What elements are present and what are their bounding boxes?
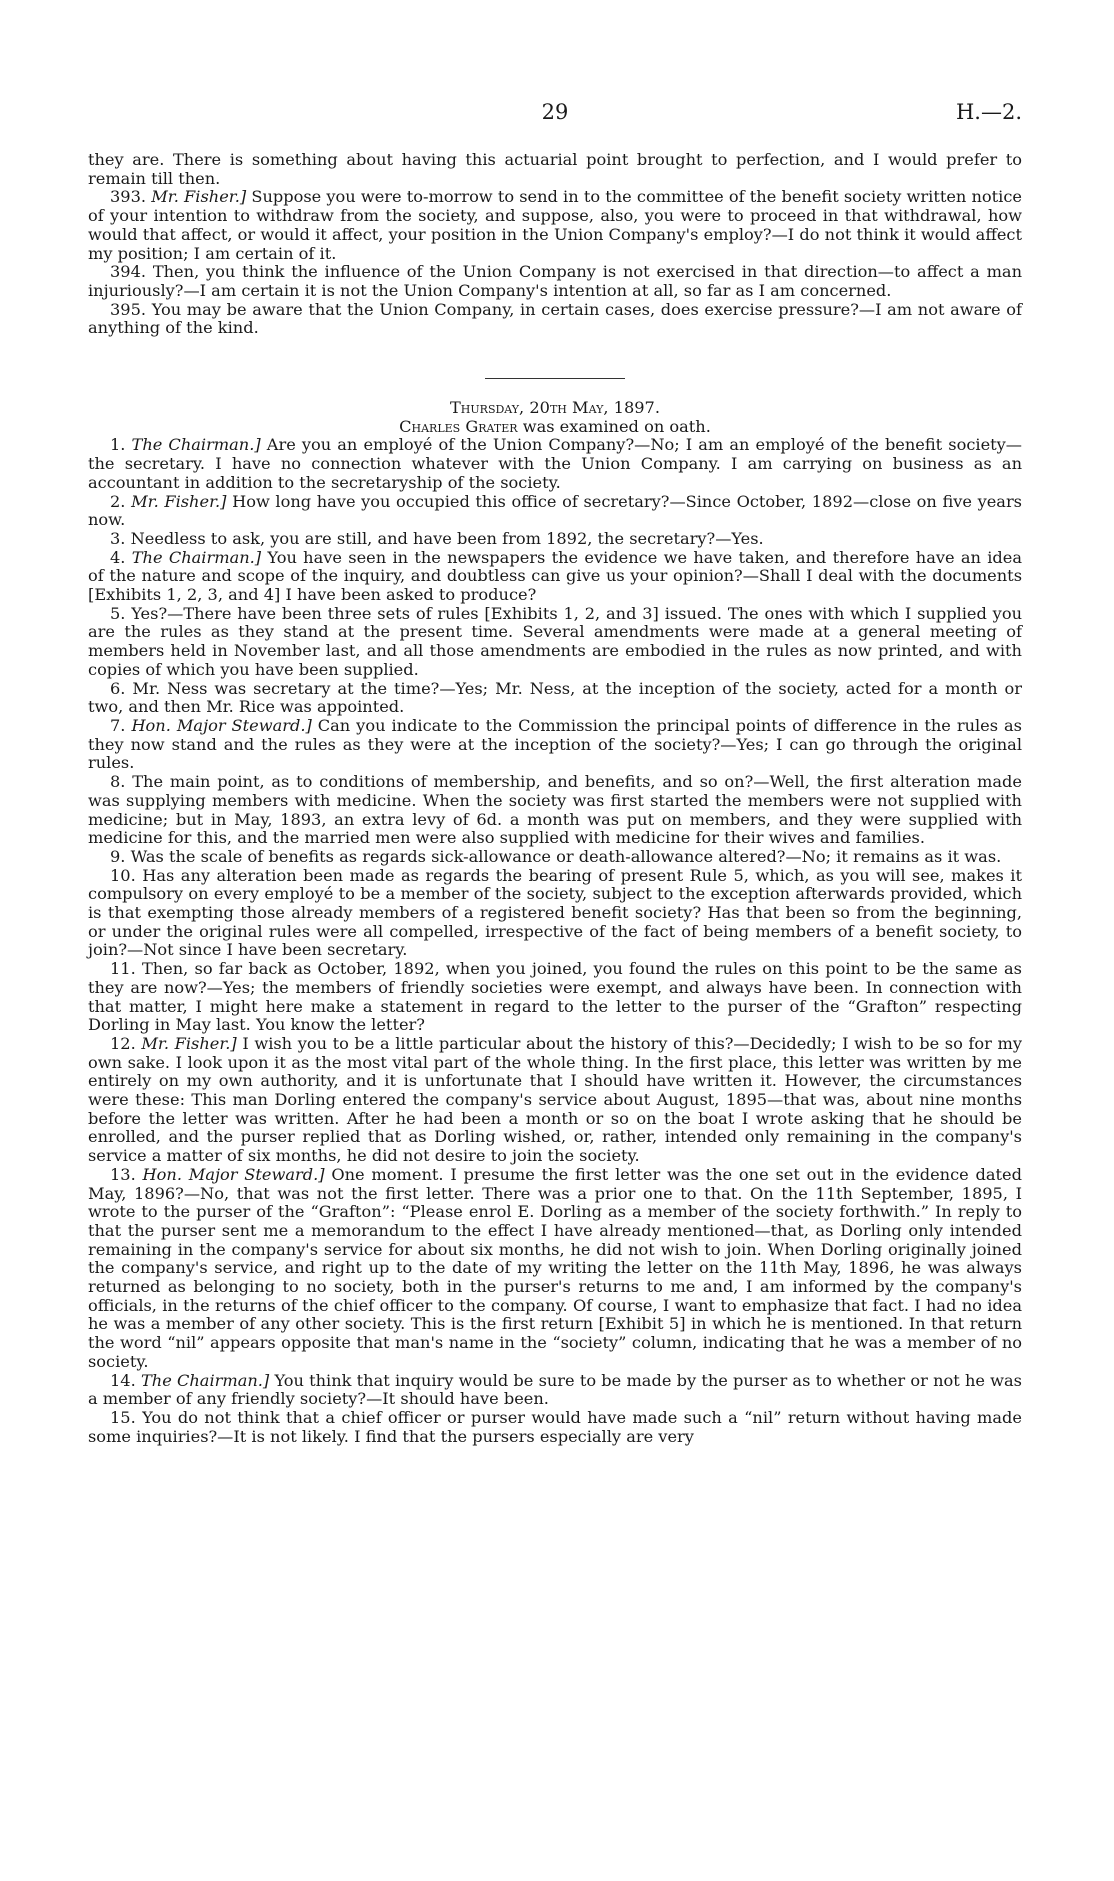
question-list xyxy=(88,436,1022,1446)
question-number: 11. xyxy=(110,959,136,979)
witness-line xyxy=(88,418,1022,437)
question-paragraph xyxy=(88,493,1022,530)
question-number: 2. xyxy=(110,491,126,511)
question-text: One moment. I presume the first letter was the one set out in the evidence dated May, 1896?—No, that was not the first letter. There was a prior one to that. On the 11th September, 1895, I wrote to the purser of the “Grafton”: “Please enrol E. Dorling as a member of the society forthwith.” In reply to that the purser sent me a memorandum to the effect I have already mentioned—that, as Dorling only intended remaining in the company's service for about six months, he did not wish to join. When Dorling originally joined the company's service, and right up to the date of my writing the letter on the 11th May, 1896, he was always returned as belonging to no society, both in the purser's returns to me and, I am informed by the company's officials, in the returns of the chief officer to the company. Of course, I want to emphasize that fact. I had no idea he was a member of any other society. This is the first return [Exhibit 5] in which he is mentioned. In that return the word “nil” appears opposite that man's name in the “society” column, indicating that he was a member of no society. xyxy=(88,1164,1022,1371)
question-number: 15. xyxy=(110,1408,136,1427)
question-text: Needless to ask, you are still, and have been from 1892, the secretary?—Yes. xyxy=(130,528,764,548)
question-paragraph xyxy=(88,848,1022,867)
witness-suffix: was examined on oath. xyxy=(517,416,711,436)
document-reference: H.—2. xyxy=(955,100,1022,124)
question-text: The main point, as to conditions of membership, and benefits, and so on?—Well, the first alteration made was supplying members with medicine. When the society was first started the members were not supplied with medicine; but in May, 1893, an extra levy of 6d. a month was put on members, and they were supplied with medicine for this, and the married men were also supplied with medicine for their wives and families. xyxy=(88,772,1022,848)
question-speaker: Mr. Fisher.] xyxy=(151,187,247,207)
page-header xyxy=(88,100,1022,130)
question-text: You may be aware that the Union Company, in certain cases, does exercise pressure?—I am not aware of anything of the kind. xyxy=(88,299,1022,338)
question-paragraph xyxy=(88,549,1022,605)
question-paragraph xyxy=(88,1166,1022,1372)
question-number: 12. xyxy=(110,1033,136,1053)
question-text: Are you an employé of the Union Company?—No; I am an employé of the benefit society—the secretary. I have no connection whatever with the Union Company. I am carrying on business as an accountant in addition to the secretaryship of the society. xyxy=(88,435,1022,492)
question-number: 1. xyxy=(110,435,126,455)
question-number: 393. xyxy=(110,187,147,207)
question-text: Then, you think the influence of the Union Company is not exercised in that direction—to affect a man injuriously?—I am certain it is not the Union Company's intention at all, so far as I am concerned. xyxy=(88,262,1022,300)
question-speaker: The Chairman.] xyxy=(131,547,262,567)
question-paragraph xyxy=(88,960,1022,1035)
question-speaker: The Chairman.] xyxy=(140,1370,270,1390)
question-number: 3. xyxy=(110,528,126,548)
question-text: How long have you occupied this office of secretary?—Since October, 1892—close on five years now. xyxy=(88,491,1022,530)
continuation-paragraph: they are. There is something about having this actuarial point brought to perfection, and I would prefer to remain till then. xyxy=(88,150,1022,188)
question-number: 5. xyxy=(110,603,126,623)
question-text: You think that inquiry would be sure to be made by the purser as to whether or not he was a member of any friendly society?—It should have been. xyxy=(88,1370,1022,1409)
question-number: 6. xyxy=(110,678,126,698)
question-paragraph xyxy=(88,1372,1022,1409)
question-number: 13. xyxy=(110,1164,136,1184)
question-text: You do not think that a chief officer or purser would have made such a “nil” return without having made some inquiries?—It is not likely. I find that the pursers especially are very xyxy=(88,1408,1022,1446)
question-speaker: The Chairman.] xyxy=(131,435,261,455)
question-395 xyxy=(88,301,1022,338)
question-paragraph xyxy=(88,1409,1022,1446)
question-number: 7. xyxy=(110,715,126,735)
section-divider xyxy=(485,378,625,379)
question-text: Mr. Ness was secretary at the time?—Yes; Mr. Ness, at the inception of the society, acted for a month or two, and then Mr. Rice was appointed. xyxy=(88,678,1022,717)
question-text: You have seen in the newspapers the evidence we have taken, and therefore have an idea of the nature and scope of the inquiry, and doubtless can give us your opinion?—Shall I deal with the documents [Exhibits 1, 2, 3, and 4] I have been asked to produce? xyxy=(88,547,1022,605)
question-number: 9. xyxy=(110,846,126,866)
question-paragraph xyxy=(88,530,1022,549)
question-speaker: Hon. Major Steward.] xyxy=(131,715,312,735)
question-paragraph xyxy=(88,717,1022,773)
question-number: 394. xyxy=(110,262,147,282)
question-paragraph xyxy=(88,1035,1022,1166)
page-body xyxy=(88,151,1022,1446)
question-text: Has any alteration been made as regards the bearing of present Rule 5, which, as you will see, makes it compulsory on every employé to be a member of the society, subject to the exception afterwards provided, which is that exempting those already members of a registered benefit society? Has that been so from the beginning, or under the original rules were all compelled, irrespective of the fact of being members of a benefit society, to join?—Not since I have been secretary. xyxy=(88,865,1022,960)
witness-name: Charles Grater xyxy=(399,416,518,436)
page-number: 29 xyxy=(541,100,569,124)
question-text: Yes?—There have been three sets of rules [Exhibits 1, 2, and 3] issued. The ones with which I supplied you are the rules as they stand at the present time. Several amendments were made at a general meeting of members held in November last, and all those amendments are embodied in the rules as now printed, and with copies of which you have been supplied. xyxy=(88,603,1022,679)
question-text: I wish you to be a little particular about the history of this?—Decidedly; I wish to be so for my own sake. I look upon it as the most vital part of the whole thing. In the first place, this letter was written by me entirely on my own authority, and it is unfortunate that I should have written it. However, the circumstances were these: This man Dorling entered the company's service about August, 1895—that was, about nine months before the letter was written. After he had been a month or so on the boat I wrote asking that he should be enrolled, and the purser replied that as Dorling wished, or, rather, intended only remaining in the company's service a matter of six months, he did not desire to join the society. xyxy=(88,1033,1022,1166)
question-text: Suppose you were to-morrow to send in to the committee of the benefit society written notice of your intention to withdraw from the society, and suppose, also, you were to proceed in that withdrawal, how would that affect, or would it affect, your position in the Union Company's employ?—I do not think it would affect my position; I am certain of it. xyxy=(88,187,1023,263)
question-paragraph xyxy=(88,605,1022,680)
question-paragraph xyxy=(88,680,1022,717)
question-394 xyxy=(88,263,1022,300)
question-number: 8. xyxy=(110,772,126,792)
question-text: Can you indicate to the Commission the principal points of difference in the rules as they now stand and the rules as they were at the inception of the society?—Yes; I can go through the original rules. xyxy=(88,715,1022,773)
question-paragraph xyxy=(88,773,1022,848)
question-paragraph xyxy=(88,436,1022,492)
question-text: Then, so far back as October, 1892, when you joined, you found the rules on this point to be the same as they are now?—Yes; the members of friendly societies were exempt, and always have been. In connection with that matter, I might here make a statement in regard to the letter to the purser of the “Grafton” respecting Dorling in May last. You know the letter? xyxy=(88,959,1022,1035)
question-number: 395. xyxy=(110,299,147,319)
question-393 xyxy=(88,188,1022,263)
question-speaker: Hon. Major Steward.] xyxy=(142,1164,325,1184)
question-paragraph xyxy=(88,867,1022,961)
question-number: 4. xyxy=(110,547,126,567)
question-number: 14. xyxy=(110,1370,136,1390)
question-speaker: Mr. Fisher.] xyxy=(141,1033,237,1053)
session-date: Thursday, 20th May, 1897. xyxy=(450,398,660,418)
question-text: Was the scale of benefits as regards sick-allowance or death-allowance altered?—No; it remains as it was. xyxy=(130,846,1002,866)
question-speaker: Mr. Fisher.] xyxy=(131,491,227,511)
question-number: 10. xyxy=(110,865,136,885)
